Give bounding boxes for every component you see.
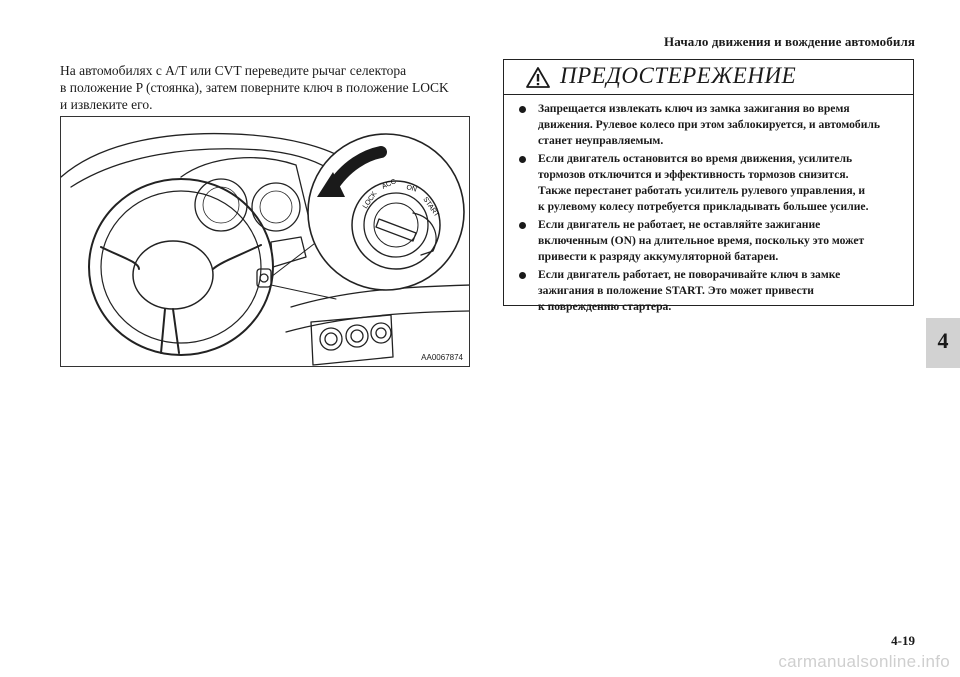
zoom-circle [308,134,464,290]
chapter-tab [926,318,960,368]
intro-line: и извлеките его. [60,97,153,112]
bullet-icon [519,106,526,113]
switch-label-start: START [421,196,440,219]
warning-line: Если двигатель остановится во время движения, усилитель [538,152,853,165]
warning-line: Запрещается извлекать ключ из замка зажигания во время [538,102,850,115]
warning-item [504,151,913,215]
ignition-illustration [60,116,470,367]
page-number: 4-19 [891,633,915,648]
warning-title: ПРЕДОСТЕРЕЖЕНИЕ [560,63,797,88]
warning-line: тормозов отключится и эффективность тормозов снизится. [538,168,849,181]
intro-line: На автомобилях с A/T или CVT переведите рычаг селектора [60,63,407,78]
switch-label-acc: ACC [380,178,398,191]
bullet-icon [519,272,526,279]
dashboard-drawing [61,117,470,367]
warning-item [504,217,913,265]
bullet-icon [519,222,526,229]
warning-line: зажигания в положение START. Это может привести [538,284,814,297]
warning-line: Если двигатель работает, не поворачивайте ключ в замке [538,268,841,281]
watermark: carmanualsonline.info [778,652,950,671]
warning-line: станет неуправляемым. [538,134,664,147]
warning-triangle-icon [526,67,550,88]
steering-wheel-icon [89,179,273,355]
warning-line: к рулевому колесу потребуется прикладывать большее усилие. [538,200,869,213]
warning-line: включенным (ON) на длительное время, поскольку это может [538,234,865,247]
section-header: Начало движения и вождение автомобиля [664,34,915,49]
intro-line: в положение P (стоянка), затем поверните ключ в положение LOCK [60,80,449,95]
warning-line: Также перестанет работать усилитель рулевого управления, и [538,184,866,197]
warning-list [504,101,913,315]
warning-item [504,101,913,149]
gauge-right [252,183,300,231]
warning-header [504,60,913,95]
warning-line: Если двигатель не работает, не оставляйте зажигание [538,218,821,231]
warning-line: к повреждению стартера. [538,300,672,313]
intro-text [60,62,480,113]
bullet-icon [519,156,526,163]
warning-line: привести к разряду аккумуляторной батареи. [538,250,779,263]
hvac-knobs [311,315,393,365]
warning-line: движения. Рулевое колесо при этом заблокируется, и автомобиль [538,118,881,131]
warning-item [504,267,913,315]
switch-label-lock: LOCK [361,190,379,211]
chapter-number: 4 [937,328,949,353]
warning-box [503,59,914,313]
switch-label-on: ON [405,184,418,194]
figure-code: AA0067874 [421,353,463,362]
